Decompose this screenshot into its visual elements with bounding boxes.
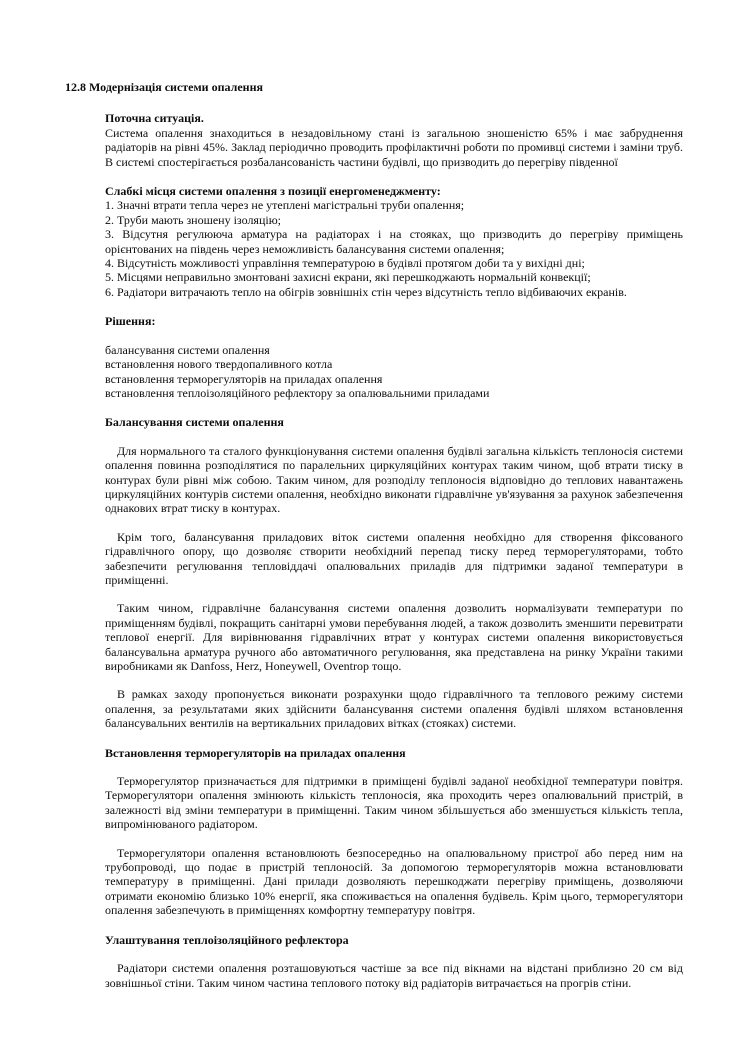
weak-point-item: 4. Відсутність можливості управління температурою в будівлі протягом доби та у вихідні дні; xyxy=(105,256,585,271)
solutions-list xyxy=(105,343,683,401)
heading-thermostats: Встановлення терморегуляторів на приладах опалення xyxy=(105,745,406,760)
weak-points-list xyxy=(105,198,683,299)
weak-point-item: 5. Місцями неправильно змонтовані захисні екрани, які перешкоджають нормальній конвекції; xyxy=(105,270,591,285)
paragraph-thermostats: Терморегулятор призначається для підтримки в приміщені будівлі заданої необхідної температури повітря. Терморегулятори опалення змінюють кількість теплоносія, яка проходить через опалювальний пристрій, в залежності від зміни температури в приміщенні. Таким чином збільшується або зменшується кількість тепла, випромінюваного радіатором. xyxy=(105,774,683,832)
paragraph-balancing: Крім того, балансування приладових віток системи опалення необхідно для створення фіксованого гідравлічного опору, що дозволяє створити необхідний перепад тиску перед терморегуляторами, тобто забезпечити регулювання тепловіддачі опалювальних приладів для підтримки заданої температури в приміщенні. xyxy=(105,529,683,587)
document-content xyxy=(105,111,683,990)
weak-point-item: 3. Відсутня регулююча арматура на радіаторах і на стояках, що призводить до перегріву приміщень орієнтованих на південь через неможливість балансування системи опалення; xyxy=(105,227,683,256)
heading-balancing: Балансування системи опалення xyxy=(105,415,284,430)
heading-reflector: Улаштування теплоізоляційного рефлектора xyxy=(105,932,349,947)
solution-item: встановлення нового твердопаливного котла xyxy=(105,357,333,372)
solution-item: встановлення теплоізоляційного рефлектору за опалювальними приладами xyxy=(105,385,490,400)
weak-point-item: 1. Значні втрати тепла через не утеплені магістральні труби опалення; xyxy=(105,198,465,213)
heading-weak-points: Слабкі місця системи опалення з позиції енергоменеджменту: xyxy=(105,184,441,199)
paragraph-reflector: Радіатори системи опалення розташовуються частіше за все під вікнами на відстані приблизно 20 см від зовнішньої стіни. Таким чином частина теплового потоку від радіаторів витрачається на прогрів стіни. xyxy=(105,961,683,990)
solution-item: встановлення терморегуляторів на приладах опалення xyxy=(105,371,383,386)
paragraph-balancing: В рамках заходу пропонується виконати розрахунки щодо гідравлічного та теплового режиму системи опалення, за результатами яких здійснити балансування системи опалення будівлі шляхом встановлення балансувальних вентилів на вертикальних приладових вітках (стояках) системи. xyxy=(105,687,683,731)
heading-current-situation: Поточна ситуація. xyxy=(105,111,204,126)
weak-point-item: 6. Радіатори витрачають тепло на обігрів зовнішніх стін через відсутність тепло відбиваючих екранів. xyxy=(105,284,627,299)
heading-solutions: Рішення: xyxy=(105,314,156,329)
paragraph-current-situation: Система опалення знаходиться в незадовільному стані із загальною зношеністю 65% і має забруднення радіаторів на рівні 45%. Заклад періодично проводить профілактичні роботи по промивці системи і заміни труб. В системі спостерігається розбалансованість частини будівлі, що призводить до перегріву південної xyxy=(105,125,683,169)
document-title: 12.8 Модернізація системи опалення xyxy=(65,80,263,94)
paragraph-balancing: Таким чином, гідравлічне балансування системи опалення дозволить нормалізувати температури по приміщенням будівлі, покращить санітарні умови перебування людей, а також дозволить зменшити перевитрати теплової енергії. Для вирівнювання гідравлічних втрат у контурах системи опалення використовується балансувальна арматура ручного або автоматичного регулювання, яка представлена на ринку України такими виробниками як Danfoss, Herz, Honeywell, Oventrop тощо. xyxy=(105,601,683,673)
solution-item: балансування системи опалення xyxy=(105,342,270,357)
weak-point-item: 2. Труби мають зношену ізоляцію; xyxy=(105,212,282,227)
paragraph-balancing: Для нормального та сталого функціонування системи опалення будівлі загальна кількість теплоносія системи опалення повинна розподілятися по паралельних циркуляційних контурах таким чином, щоб втрати тиску в контурах були рівні між собою. Таким чином, для розподілу теплоносія відповідно до теплових навантажень циркуляційних контурів системи опалення, необхідно виконати гідравлічне ув'язування за рахунок забезпечення однакових втрат тиску в контурах. xyxy=(105,443,683,516)
paragraph-thermostats: Терморегулятори опалення встановлюють безпосередньо на опалювальному пристрої або перед ним на трубопроводі, що подає в пристрій теплоносій. За допомогою терморегуляторів можна встановлювати температуру в приміщенні. Дані прилади дозволяють перешкоджати перегріву приміщень, дозволяючи отримати економію близько 10% енергії, яка споживається на опалення будівель. Крім цього, терморегулятори опалення забезпечують в приміщеннях комфортну температуру повітря. xyxy=(105,845,683,918)
